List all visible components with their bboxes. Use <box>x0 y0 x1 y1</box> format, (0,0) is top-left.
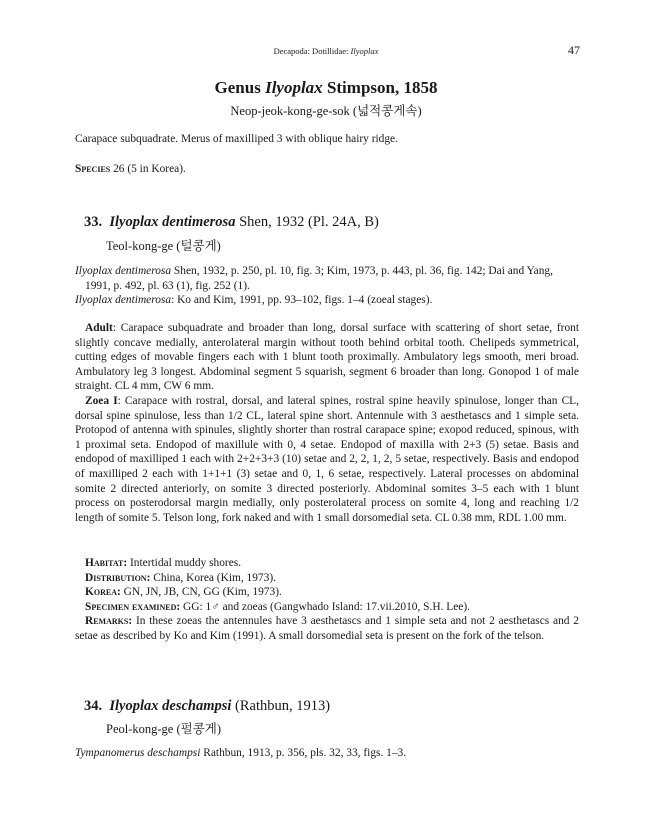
page-number: 47 <box>568 43 580 57</box>
species-34-number: 34. <box>84 698 103 714</box>
adult-description <box>75 321 579 394</box>
specimen-label: Specimen examined: <box>85 600 181 613</box>
zoea-label: Zoea I <box>85 395 118 407</box>
genus-title-name: Ilyoplax <box>265 78 323 97</box>
running-head <box>0 46 652 56</box>
genus-title-author: Stimpson, 1858 <box>322 78 438 97</box>
species-33-notes <box>75 556 579 644</box>
species-34-author: (Rathbun, 1913) <box>231 698 331 714</box>
zoea-description <box>75 394 579 525</box>
habitat-text: Intertidal muddy shores. <box>127 557 242 569</box>
species-33-author: Shen, 1932 (Pl. 24A, B) <box>235 214 379 230</box>
citation <box>75 264 579 293</box>
distribution <box>75 571 579 586</box>
adult-text: : Carapace subquadrate and broader than long, dorsal surface with scattering of short setae, front slightly concave medially, anterolateral margin without tooth behind orbital tooth. Chelipeds symmetrical, cutting edges of movable fingers each with 1 blunt tooth proximally. Ambulatory legs smooth, meri broad. Ambulatory leg 3 longest. Abdominal segment 5 squarish, segment 6 broader than long. Gonopod 1 of male straight. CL 4 mm, CW 6 mm. <box>75 322 579 393</box>
distribution-label: Distribution: <box>85 571 151 584</box>
species-33-citations <box>75 264 579 308</box>
species-count-label: Species <box>75 163 111 175</box>
citation-taxon: Tympanomerus deschampsi <box>75 747 201 759</box>
citation-text: Rathbun, 1913, p. 356, pls. 32, 33, figs. 1–3. <box>200 747 407 759</box>
citation-text: Shen, 1932, p. 250, pl. 10, fig. 3; Kim, 1973, p. 443, pl. 36, fig. 142; Dai and Yang, 1991, p. 492, pl. 63 (1), fig. 252 (1). <box>85 265 553 292</box>
genus-korean-name: Neop-jeok-kong-ge-sok (넓적콩게속) <box>230 104 422 118</box>
adult-label: Adult <box>85 322 113 334</box>
habitat <box>75 556 579 571</box>
species-33-name: Ilyoplax dentimerosa <box>109 214 236 230</box>
citation <box>75 746 579 761</box>
zoea-text: : Carapace with rostral, dorsal, and lateral spines, rostral spine heavily spinulose, longer than CL, dorsal spine spinulose, less than 1/2 CL, lateral spine short. Antennule with 3 aesthetascs and 1 simple seta. Protopod of antenna with spinules, slightly shorter than rostral carapace spine; exopod reduced, spinous, with 1 proximal seta. Endopod of maxillule with 0, 4 setae. Endopod of maxilla with 2+3 (5) setae. Basis and endopod of maxilliped 1 each with 2+2+3+3 (10) setae and 2, 2, 1, 2, 5 setae, respectively. Basis and endopod of maxilliped 2 each with 1+1+1 (3) setae and 0, 1, 6 setae, respectively. Lateral processes on abdominal somite 2 directed anteriorly, on somite 3 directed posteriorly. Abdominal somites 3–5 each with 1 blunt process on posterodorsal margin medially, only posterolateral process on somite 4, long and reaching 1/2 length of somite 5. Telson long, fork naked and with 1 small dorsomedial seta. CL 0.38 mm, RDL 1.00 mm. <box>75 395 579 524</box>
specimen-text: GG: 1♂ and zoeas (Gangwhado Island: 17.vii.2010, S.H. Lee). <box>180 600 470 613</box>
korea-text: GN, JN, JB, CN, GG (Kim, 1973). <box>120 586 282 599</box>
running-head-prefix: Decapoda: Dotillidae: <box>273 46 351 56</box>
remarks-text: In these zoeas the antennules have 3 aesthetascs and 1 simple seta and not 2 aesthetascs and 2 setae as described by Ko and Kim (1991). A small dorsomedial seta is present on the fork of the telson. <box>75 615 579 642</box>
remarks <box>75 614 579 643</box>
species-count-value: 26 (5 in Korea). <box>110 163 186 175</box>
citation-taxon: Ilyoplax dentimerosa <box>75 265 172 277</box>
species-33-korean-name: Teol-kong-ge (털콩게) <box>106 239 221 253</box>
species-34-name: Ilyoplax deschampsi <box>109 698 232 714</box>
running-head-genus: Ilyoplax <box>350 46 379 56</box>
citation <box>75 293 579 308</box>
distribution-text: China, Korea (Kim, 1973). <box>150 571 276 584</box>
genus-species-count <box>75 162 579 177</box>
remarks-label: Remarks: <box>85 615 133 628</box>
genus-title-prefix: Genus <box>214 78 266 97</box>
habitat-label: Habitat: <box>85 557 128 569</box>
species-33-number: 33. <box>84 214 103 230</box>
genus-description: Carapace subquadrate. Merus of maxilliped 3 with oblique hairy ridge. <box>75 133 398 145</box>
genus-title <box>0 78 652 98</box>
korea-records <box>75 585 579 600</box>
citation-taxon: Ilyoplax dentimerosa <box>75 294 172 307</box>
species-33-title <box>84 214 379 231</box>
citation-text: : Ko and Kim, 1991, pp. 93–102, figs. 1–4 (zoeal stages). <box>171 294 433 307</box>
species-34-title <box>84 698 330 715</box>
korea-label: Korea: <box>85 586 121 599</box>
species-34-korean-name: Peol-kong-ge (펄콩게) <box>106 722 222 736</box>
specimen-examined <box>75 600 579 615</box>
species-34-citations <box>75 746 579 761</box>
